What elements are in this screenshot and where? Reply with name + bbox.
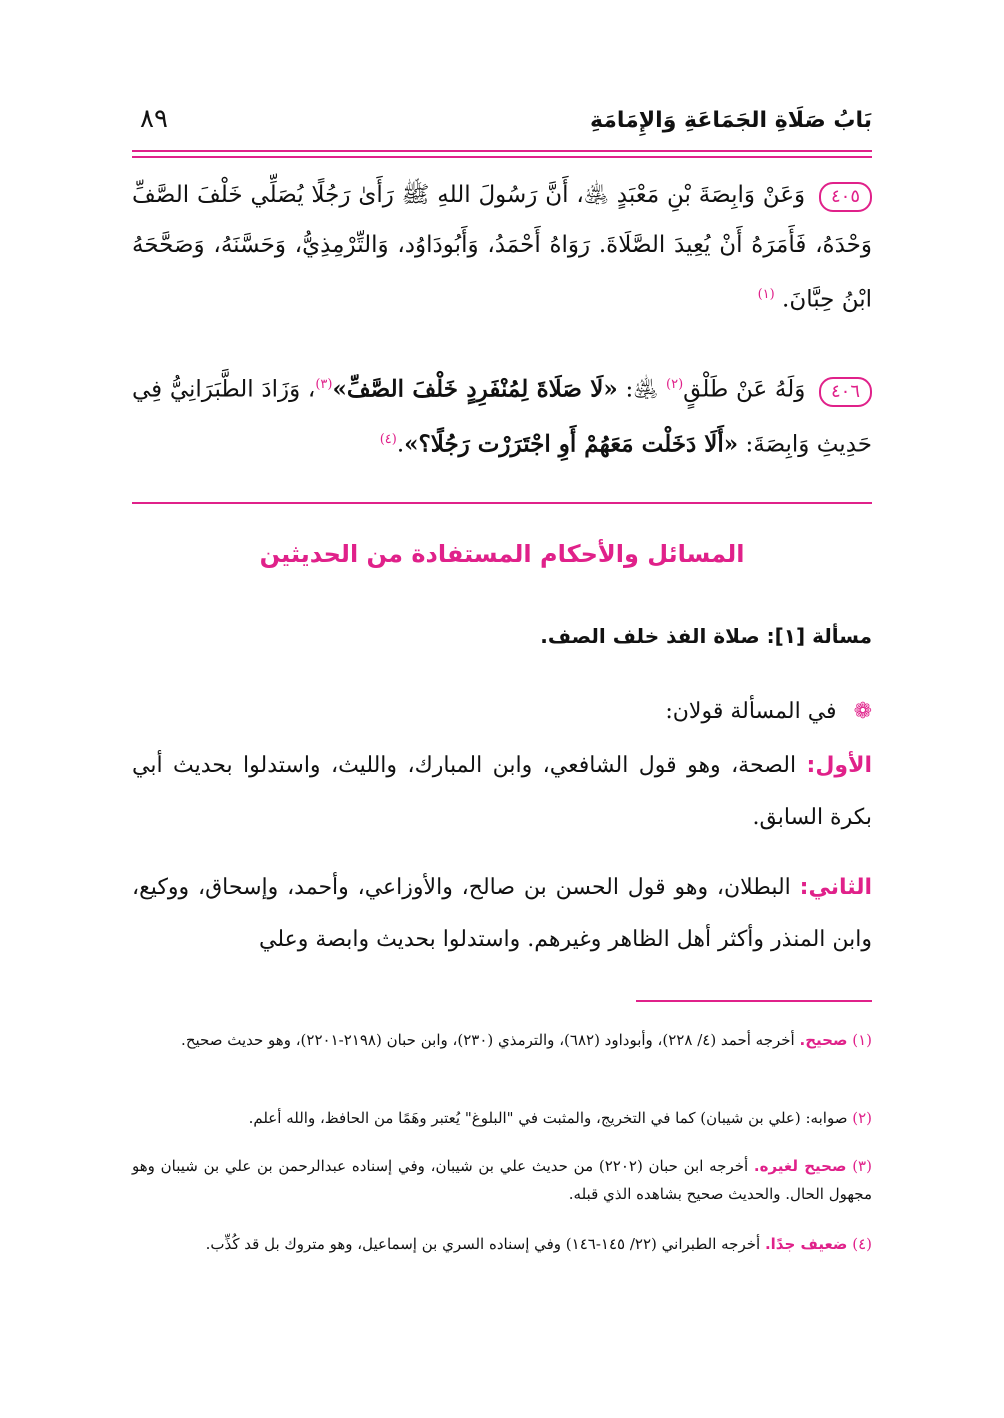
footnote-grade: صحيح.: [799, 1031, 848, 1049]
footnote-grade: صحيح لغيره.: [753, 1157, 847, 1175]
footnote-text: أخرجه ابن حبان (٢٢٠٢) من حديث علي بن شيبان، وفي إسناده عبدالرحمن بن علي بن شيبان وهو مجهول الحال. والحديث صحيح بشاهده الذي قبله.: [132, 1157, 872, 1203]
header-rule-bottom: [132, 156, 872, 158]
footnote-4: [132, 1230, 872, 1258]
hadith-text: .: [396, 431, 405, 458]
footnote-1: [132, 1026, 872, 1054]
footnote-3: [132, 1152, 872, 1208]
hadith-text: وَلَهُ عَنْ طَلْقٍ: [683, 376, 806, 403]
hadith-text: ﵁:: [625, 376, 659, 403]
second-opinion: [132, 862, 872, 966]
section-rule: [132, 502, 872, 504]
flower-ornament-icon: ❁: [853, 699, 872, 724]
intro-text: في المسألة قولان:: [665, 699, 837, 724]
footnote-text: صوابه: (علي بن شيبان) كما في التخريج، والمثبت في "البلوغ" يُعتبر وهَمًا من الحافظ، والله أعلم.: [248, 1109, 848, 1127]
section-title: المسائل والأحكام المستفادة من الحديثين: [259, 540, 745, 568]
footnote-ref: (٤): [379, 431, 397, 447]
header-rule-top: [132, 150, 872, 152]
footnote-number: (٤): [852, 1235, 872, 1253]
first-opinion: [132, 740, 872, 844]
footnote-number: (٢): [852, 1109, 872, 1127]
page-number: ٨٩: [140, 104, 168, 134]
second-opinion-label: الثاني:: [799, 875, 872, 900]
hadith-number-badge: ٤٠٦: [819, 377, 872, 407]
hadith-text: ، وَزَادَ الطَّبَرَانِيُّ فِي حَدِيثِ وَابِصَةَ:: [132, 376, 872, 458]
first-opinion-label: الأول:: [806, 753, 872, 778]
footnote-text: أخرجه الطبراني (٢٢/ ١٤٥-١٤٦) وفي إسناده السري بن إسماعيل، وهو متروك بل قد كُذِّب.: [205, 1235, 761, 1253]
footnote-number: (١): [852, 1031, 872, 1049]
hadith-text: وَعَنْ وَابِصَةَ بْنِ مَعْبَدٍ ﵁، أَنَّ رَسُولَ اللهِ ﷺ رَأَىٰ رَجُلًا يُصَلِّي خَلْفَ الصَّفِّ وَحْدَهُ، فَأَمَرَهُ أَنْ يُعِيدَ الصَّلَاةَ. رَوَاهُ أَحْمَدُ، وَأَبُودَاوُد، وَالتِّرْمِذِيُّ، وَحَسَّنَهُ، وَصَحَّحَهُ ابْنُ حِبَّانَ.: [132, 182, 872, 313]
hadith-quote: «أَلَا دَخَلْت مَعَهُمْ أَوِ اجْتَرَرْت رَجُلًا؟»: [404, 430, 739, 458]
hadith-quote: «لَا صَلَاةَ لِمُنْفَرِدٍ خَلْفَ الصَّفِّ»: [332, 375, 618, 403]
intro-paragraph: [132, 686, 872, 738]
footnote-ref: (١): [757, 287, 775, 302]
footnote-grade: ضعيف جدًا.: [764, 1235, 848, 1253]
issue-heading: مسألة [١]: صلاة الفذ خلف الصف.: [540, 624, 872, 648]
footnote-ref: (٣): [315, 377, 333, 392]
hadith-405: [132, 170, 872, 325]
first-opinion-text: الصحة، وهو قول الشافعي، وابن المبارك، والليث، واستدلوا بحديث أبي بكرة السابق.: [132, 753, 872, 830]
footnote-number: (٣): [852, 1157, 872, 1175]
hadith-406: [132, 360, 872, 469]
footnote-ref: (٢): [666, 377, 684, 392]
hadith-number-badge: ٤٠٥: [819, 182, 872, 212]
footnote-2: [132, 1104, 872, 1132]
chapter-title: بَابُ صَلَاةِ الجَمَاعَةِ وَالإِمَامَةِ: [589, 108, 872, 133]
second-opinion-text: البطلان، وهو قول الحسن بن صالح، والأوزاعي، وأحمد، وإسحاق، ووكيع، وابن المنذر وأكثر أهل الظاهر وغيرهم. واستدلوا بحديث وابصة وعلي: [132, 875, 872, 952]
footnote-text: أخرجه أحمد (٤/ ٢٢٨)، وأبوداود (٦٨٢)، والترمذي (٢٣٠)، وابن حبان (٢١٩٨-٢٢٠١)، وهو حديث صحيح.: [181, 1031, 795, 1049]
page-header: [132, 104, 872, 148]
footnote-separator: [636, 1000, 872, 1002]
